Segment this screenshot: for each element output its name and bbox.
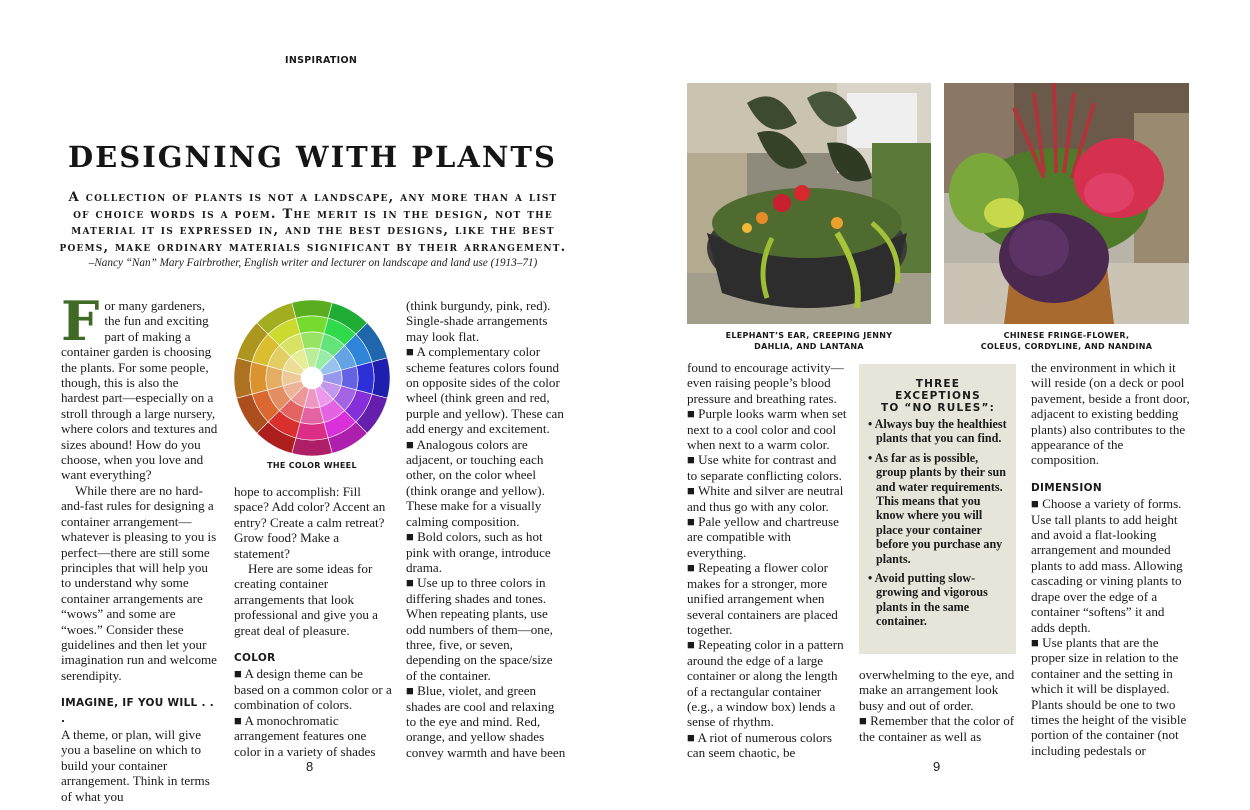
- exceptions-sidebar: [859, 364, 1016, 654]
- photo-2-caption: [944, 330, 1189, 352]
- right-column-2: [859, 667, 1019, 744]
- bullet-complementary: ■ A complementary color scheme features colors found on opposite sides of the color wheel (think green and red, purple and yellow). These can add energy and excitement.: [406, 344, 564, 437]
- dimension-heading: DIMENSION: [1031, 481, 1102, 494]
- bullet-proper-size: ■ Use plants that are the proper size in relation to the container and the setting in which it will be displayed. Plants should be one to two times the height of the visible portion of the container (not including pedestals or: [1031, 634, 1187, 758]
- bullet-riot-of-colors: ■ A riot of numerous colors can seem chaotic, be: [687, 729, 833, 761]
- theme-paragraph: A theme, or plan, will give you a baseline on which to build your container arrangement. Think in terms of what you: [61, 726, 210, 804]
- bullet-variety-of-forms: ■ Choose a variety of forms. Use tall plants to add height and avoid a flat-looking arrangement and mounded plants to add mass. Allowing cascading or vining plants to drape over the edge of a container “softens” it and adds depth.: [1031, 496, 1183, 635]
- sidebar-item-avoid-mixing: • Avoid putting slow-growing and vigorous plants in the same container.: [868, 571, 988, 629]
- photo-2-caption-line-2: COLEUS, CORDYLINE, AND NANDINA: [980, 342, 1153, 351]
- single-shade-paragraph: (think burgundy, pink, red). Single-shade arrangements may look flat.: [406, 298, 551, 344]
- photo-1-caption-line-2: DAHLIA, AND LANTANA: [754, 342, 864, 351]
- bullet-cool-warm: ■ Blue, violet, and green shades are cool and relaxing to the eye and mind. Red, orange, and yellow shades convey warmth and have been: [406, 683, 566, 760]
- bullet-three-colors: ■ Use up to three colors in differing shades and tones. When repeating plants, use odd numbers of them—one, three, five, or seven, depending on the space/size of the container.: [406, 575, 553, 683]
- sidebar-title: [869, 378, 1007, 414]
- bullet-pale-yellow: ■ Pale yellow and chartreuse are compatible with everything.: [687, 514, 839, 560]
- photo-elephants-ear-container: [687, 83, 931, 324]
- photo-2-illustration: [944, 83, 1189, 324]
- ideas-paragraph: Here are some ideas for creating container arrangements that look professional and give you a great deal of pleasure.: [234, 561, 378, 638]
- bullet-monochromatic: ■ A monochromatic arrangement features one color in a variety of shades: [234, 712, 376, 759]
- bullet-purple: ■ Purple looks warm when set next to a cool color and cool when next to a warm color.: [687, 406, 847, 453]
- photo-2-caption-line-1: CHINESE FRINGE-FLOWER,: [1003, 331, 1130, 340]
- activity-paragraph: found to encourage activity—even raising people’s blood pressure and breathing rates.: [687, 360, 844, 406]
- environment-paragraph: the environment in which it will reside (on a deck or pool pavement, beside a front door, adjacent to existing bedding plants) also contributes to the appearance of the composition.: [1031, 360, 1190, 468]
- bullet-analogous: ■ Analogous colors are adjacent, or touching each other, on the color wheel (think orange and yellow). These make for a visually calming composition.: [406, 436, 545, 529]
- intro-paragraph: or many gardeners, the fun and exciting part of making a container garden is choosing the plants. For some people, though, this is also the hardest part—especially on a stroll through a large nursery, where colors and textures and sizes abound! How do you choose, when you love and want everything?: [61, 298, 218, 483]
- color-wheel-segment: [292, 438, 332, 456]
- drop-cap: F: [61, 289, 100, 353]
- bullet-white-silver: ■ White and silver are neutral and thus go with any color.: [687, 483, 844, 514]
- imagine-heading: IMAGINE, IF YOU WILL . . .: [61, 697, 215, 725]
- left-column-3: [406, 298, 566, 760]
- color-wheel-caption: THE COLOR WHEEL: [267, 461, 357, 470]
- running-head: INSPIRATION: [285, 55, 358, 66]
- photo-1-caption: [687, 330, 931, 352]
- overwhelming-paragraph: overwhelming to the eye, and make an arrangement look busy and out of order.: [859, 667, 1015, 713]
- photo-1-caption-line-1: ELEPHANT’S EAR, CREEPING JENNY: [725, 331, 893, 340]
- color-wheel: [232, 298, 392, 458]
- color-wheel-center: [301, 367, 323, 389]
- page-number-right: 9: [933, 759, 941, 774]
- principles-paragraph: While there are no hard-and-fast rules for designing a container arrangement—whatever is pleasing to you is perfect—there are still some principles that will help you to understand why some container arrangements are “wows” and some are “woes.” Consider these guidelines and then let your imagination run and welcome serendipity.: [61, 482, 217, 683]
- left-column-2: [234, 484, 394, 759]
- sidebar-title-line-3: TO “NO RULES”:: [881, 402, 995, 414]
- left-column-1: [61, 289, 218, 804]
- bullet-bold-colors: ■ Bold colors, such as hot pink with orange, introduce drama.: [406, 529, 551, 575]
- color-heading: COLOR: [234, 652, 276, 665]
- epigraph-quote: A collection of plants is not a landscape, any more than a list of choice words is a poem. The merit is in the design, not the material it is expressed in, and the best designs, like the best poems, make ordinary materials significant by their arrangement.: [59, 190, 567, 255]
- bullet-container-color: ■ Remember that the color of the container as well as: [859, 713, 1015, 744]
- right-column-3: [1031, 360, 1191, 758]
- color-wheel-segment: [292, 300, 332, 318]
- color-wheel-segment: [250, 362, 268, 394]
- color-wheel-segment: [296, 422, 328, 440]
- color-wheel-segment: [296, 316, 328, 334]
- color-wheel-segment: [372, 358, 390, 398]
- color-wheel-segment: [356, 362, 374, 394]
- goals-paragraph: hope to accomplish: Fill space? Add color? Accent an entry? Create a calm retreat? Grow food? Make a statement?: [234, 484, 386, 561]
- page-title: DESIGNING WITH PLANTS: [68, 140, 557, 174]
- photo-chinese-fringe-flower-container: [944, 83, 1189, 324]
- photo-1-illustration: [687, 83, 931, 324]
- sidebar-item-group-plants: • As far as is possible, group plants by their sun and water requirements. This means that you know where you will place your container before you purchase any plants.: [868, 450, 1006, 566]
- page-number-left: 8: [306, 759, 314, 774]
- sidebar-title-line-2: EXCEPTIONS: [895, 390, 981, 402]
- sidebar-item-healthiest-plants: • Always buy the healthiest plants that you can find.: [868, 417, 1007, 446]
- bullet-white-contrast: ■ Use white for contrast and to separate conflicting colors.: [687, 452, 842, 483]
- right-column-1: [687, 360, 847, 761]
- sidebar-title-line-1: THREE: [915, 378, 961, 390]
- bullet-repeating-pattern: ■ Repeating color in a pattern around the edge of a large container or along the length of a rectangular container (e.g., a window box) lends a sense of rhythm.: [687, 637, 844, 730]
- bullet-design-theme: ■ A design theme can be based on a common color or a combination of colors.: [234, 666, 392, 713]
- color-wheel-segment: [234, 358, 252, 398]
- epigraph-attribution: –Nancy “Nan” Mary Fairbrother, English writer and lecturer on landscape and land use (1913–71): [88, 257, 538, 269]
- bullet-repeating-flower-color: ■ Repeating a flower color makes for a stronger, more unified arrangement when several containers are placed together.: [687, 560, 838, 637]
